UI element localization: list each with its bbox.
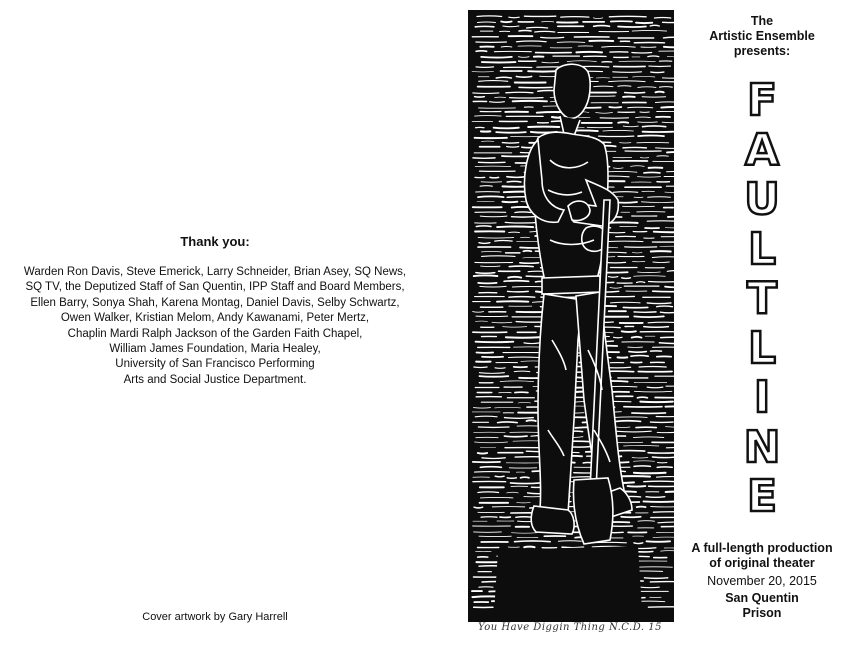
carved-streak xyxy=(474,367,487,368)
carved-streak xyxy=(480,467,501,468)
title-letter: U xyxy=(744,174,780,225)
carved-streak xyxy=(644,327,669,328)
carved-streak xyxy=(515,212,531,213)
carved-streak xyxy=(541,37,564,38)
venue-line: Prison xyxy=(742,606,782,620)
carved-streak xyxy=(632,337,642,338)
carved-streak xyxy=(507,147,519,148)
subtitle-line: of original theater xyxy=(709,556,815,570)
presents-line: The xyxy=(750,14,774,28)
title-letter: N xyxy=(743,421,781,473)
show-title xyxy=(742,76,782,522)
carved-streak xyxy=(653,291,674,292)
carved-streak xyxy=(516,517,532,518)
carved-streak xyxy=(514,371,530,372)
carved-streak xyxy=(622,278,631,279)
cover-artwork-linocut xyxy=(468,10,674,640)
thanks-line: SQ TV, the Deputized Staff of San Quentin, IPP Staff and Board Members, xyxy=(25,281,405,294)
carved-streak xyxy=(511,483,541,484)
carved-streak xyxy=(508,277,521,278)
carved-streak xyxy=(645,578,668,579)
carved-streak xyxy=(647,387,663,388)
carved-streak xyxy=(480,497,513,498)
carved-streak xyxy=(643,126,666,127)
carved-streak xyxy=(605,262,626,263)
carved-streak xyxy=(638,521,655,522)
carved-streak xyxy=(507,181,521,182)
carved-streak xyxy=(634,473,666,474)
venue-line: San Quentin xyxy=(725,591,799,605)
carved-streak xyxy=(646,497,665,498)
carved-streak xyxy=(618,27,646,28)
title-letter: F xyxy=(746,75,778,126)
carved-streak xyxy=(613,192,638,193)
carved-streak xyxy=(480,186,492,187)
carved-streak xyxy=(482,256,515,257)
performance-date: November 20, 2015 xyxy=(707,574,817,588)
carved-streak xyxy=(505,418,534,419)
carved-streak xyxy=(654,232,674,233)
carved-streak xyxy=(621,517,641,518)
carved-streak xyxy=(648,322,674,323)
title-letter: T xyxy=(746,273,777,324)
ground-block xyxy=(494,546,642,614)
carved-streak xyxy=(473,93,499,94)
carved-streak xyxy=(631,356,648,357)
carved-streak xyxy=(629,352,646,353)
carved-streak xyxy=(634,543,643,544)
cover-credit: Cover artwork by Gary Harrell xyxy=(142,611,288,623)
carved-streak xyxy=(475,416,497,417)
carved-streak xyxy=(524,547,534,548)
carved-streak xyxy=(640,402,673,403)
carved-streak xyxy=(561,17,589,18)
carved-streak xyxy=(478,196,504,197)
carved-streak xyxy=(594,26,610,27)
carved-streak xyxy=(648,56,659,57)
carved-streak xyxy=(661,107,674,108)
carved-streak xyxy=(478,492,499,493)
carved-streak xyxy=(501,47,512,48)
carved-streak xyxy=(618,122,628,123)
carved-streak xyxy=(497,227,533,228)
carved-streak xyxy=(521,477,530,478)
carved-streak xyxy=(479,243,490,244)
presents-line: presents: xyxy=(733,44,791,58)
carved-streak xyxy=(507,478,516,479)
carved-streak xyxy=(524,343,540,344)
title-letter: L xyxy=(747,322,777,374)
carved-streak xyxy=(498,422,518,423)
carved-streak xyxy=(657,306,673,307)
carved-streak xyxy=(609,107,621,108)
carved-streak xyxy=(475,472,510,473)
carved-streak xyxy=(509,266,533,267)
carved-streak xyxy=(474,275,498,276)
carved-streak xyxy=(504,281,528,282)
thanks-line: Owen Walker, Kristian Melom, Andy Kawanami, Peter Mertz, xyxy=(60,312,370,325)
thanks-line: Ellen Barry, Sonya Shah, Karena Montag, Daniel Davis, Selby Schwartz, xyxy=(30,296,400,309)
carved-streak xyxy=(664,47,674,48)
carved-streak xyxy=(649,282,674,283)
carved-streak xyxy=(613,72,642,73)
carved-streak xyxy=(476,226,491,227)
carved-streak xyxy=(616,421,641,422)
carved-streak xyxy=(474,507,483,508)
subtitle-line: A full-length production xyxy=(691,541,833,555)
carved-streak xyxy=(641,587,660,588)
carved-streak xyxy=(625,93,645,94)
carved-streak xyxy=(523,251,531,252)
carved-streak xyxy=(614,417,647,418)
carved-streak xyxy=(490,177,499,178)
carved-streak xyxy=(506,92,533,93)
presents-line: Artistic Ensemble xyxy=(709,29,815,43)
carved-streak xyxy=(632,413,666,414)
carved-streak xyxy=(480,376,509,377)
carved-streak xyxy=(476,273,495,274)
carved-streak xyxy=(644,501,675,502)
carved-streak xyxy=(482,458,505,459)
thanks-heading: Thank you: xyxy=(180,234,250,249)
thanks-line: Chaplin Mardi Ralph Jackson of the Garden Faith Chapel, xyxy=(67,327,363,340)
carved-streak xyxy=(644,481,674,482)
carved-streak xyxy=(576,52,602,53)
thanks-line: William James Foundation, Maria Healey, xyxy=(109,343,321,356)
carved-streak xyxy=(509,297,535,298)
thanks-line: Arts and Social Justice Department. xyxy=(123,373,307,386)
carved-streak xyxy=(495,476,504,477)
carved-streak xyxy=(638,136,664,137)
carved-streak xyxy=(660,312,674,313)
title-letter: L xyxy=(747,223,777,275)
carved-streak xyxy=(504,436,527,437)
carved-streak xyxy=(632,53,652,54)
carved-streak xyxy=(517,41,547,42)
carved-streak xyxy=(654,18,670,19)
venue xyxy=(680,591,844,621)
carved-streak xyxy=(496,132,526,133)
carved-streak xyxy=(478,22,496,23)
carved-streak xyxy=(477,16,502,17)
carved-streak xyxy=(496,77,511,78)
carved-streak xyxy=(648,197,671,198)
carved-streak xyxy=(476,67,493,68)
carved-streak xyxy=(535,31,555,32)
carved-streak xyxy=(558,541,581,542)
carved-streak xyxy=(527,27,548,28)
carved-streak xyxy=(622,331,636,332)
carved-streak xyxy=(494,128,519,129)
carved-streak xyxy=(634,316,664,317)
carved-streak xyxy=(515,541,551,542)
carved-streak xyxy=(495,241,513,242)
carved-streak xyxy=(647,541,671,542)
title-letter: A xyxy=(744,124,780,176)
carved-streak xyxy=(481,57,512,58)
carved-streak xyxy=(594,86,613,87)
carved-streak xyxy=(647,303,671,304)
carved-streak xyxy=(628,107,653,108)
carved-streak xyxy=(519,31,531,32)
carved-streak xyxy=(634,466,650,467)
carved-streak xyxy=(653,457,675,458)
carved-streak xyxy=(656,148,675,149)
carved-streak xyxy=(527,420,536,421)
carved-streak xyxy=(509,17,519,18)
carved-streak xyxy=(637,397,647,398)
right-panel xyxy=(680,0,854,650)
title-letter: I xyxy=(753,372,771,423)
carved-streak xyxy=(657,467,672,468)
presents-block xyxy=(680,14,844,59)
carved-streak xyxy=(606,241,643,242)
carved-streak xyxy=(507,177,526,178)
linocut-image xyxy=(468,10,674,622)
carved-streak xyxy=(480,286,506,287)
thanks-body xyxy=(0,265,430,388)
carved-streak xyxy=(501,22,511,23)
carved-streak xyxy=(650,25,659,26)
carved-streak xyxy=(667,271,674,272)
carved-streak xyxy=(505,222,539,223)
carved-streak xyxy=(659,343,674,344)
artist-signature: You Have Diggin Thing N.C.D. 15 xyxy=(478,622,662,633)
carved-streak xyxy=(656,92,664,93)
thanks-line: Warden Ron Davis, Steve Emerick, Larry Schneider, Brian Asey, SQ News, xyxy=(23,266,407,278)
carved-streak xyxy=(490,102,505,103)
carved-streak xyxy=(628,486,646,487)
carved-streak xyxy=(665,287,674,288)
carved-streak xyxy=(609,277,618,278)
carved-streak xyxy=(495,368,505,369)
title-letter: E xyxy=(746,471,778,522)
carved-streak xyxy=(478,453,487,454)
carved-streak xyxy=(618,86,631,87)
carved-streak xyxy=(516,77,531,78)
subtitle xyxy=(680,541,844,571)
carved-streak xyxy=(663,37,674,38)
thanks-line: University of San Francisco Performing xyxy=(115,358,315,371)
carved-streak xyxy=(660,87,673,88)
